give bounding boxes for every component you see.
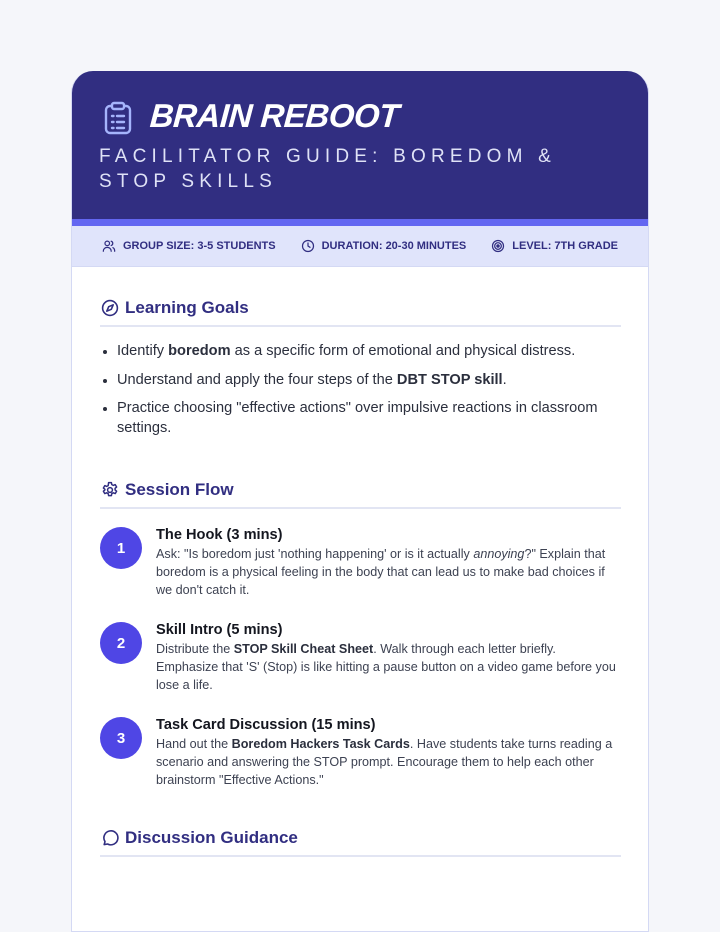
clipboard-icon (103, 101, 133, 135)
step-description (156, 545, 618, 599)
goal-text: Understand and apply the four steps of the (117, 371, 397, 388)
step-text-part: Distribute the (156, 642, 234, 656)
step-text-emphasis: annoying (473, 547, 525, 561)
step-text-part: . Have students take turns reading a scenario and answering the STOP prompt. Encourage them to help each other brainstorm "Effective Actions." (156, 737, 613, 787)
list-item (117, 398, 621, 438)
step-text-part: ?" Explain that boredom is a physical feeling in the body that can lead us to make bad choices if we don't catch it. (156, 547, 606, 597)
step-number-badge: 1 (100, 527, 142, 569)
step-text-part: Hand out the (156, 737, 232, 751)
learning-goals-title: Learning Goals (125, 298, 249, 317)
discussion-guidance-section (100, 821, 621, 857)
step-text-bold: STOP Skill Cheat Sheet (233, 642, 374, 656)
list-item (117, 370, 621, 390)
goal-text: Practice choosing "effective actions" over impulsive reactions in classroom settings. (117, 400, 598, 436)
goal-bold: DBT STOP skill (396, 371, 503, 388)
goal-text: . (502, 371, 507, 388)
step-body (156, 620, 618, 694)
guide-title: BRAIN REBOOT (148, 97, 401, 134)
step-title: The Hook (3 mins) (156, 527, 283, 543)
meta-level (491, 239, 618, 253)
goal-text: Identify (117, 343, 169, 359)
speech-bubble-icon (101, 829, 119, 847)
step-body (156, 525, 618, 599)
learning-goals-section (100, 291, 621, 447)
clock-icon (301, 239, 315, 253)
discussion-guidance-heading (100, 821, 621, 857)
goal-bold: boredom (168, 343, 231, 359)
meta-duration (301, 239, 467, 253)
step-text-part: Ask: "Is boredom just 'nothing happening' or is it actually (156, 547, 474, 561)
step-description (156, 735, 618, 789)
target-icon (491, 239, 505, 253)
step-number-badge: 3 (100, 717, 142, 759)
users-icon (102, 239, 116, 253)
list-item (117, 341, 621, 361)
discussion-guidance-title: Discussion Guidance (125, 828, 298, 847)
step-description (156, 640, 618, 694)
meta-group-size (102, 239, 276, 253)
facilitator-guide-card (71, 71, 649, 932)
learning-goals-heading (100, 291, 621, 327)
step-text-part: . Walk through each letter briefly. Emphasize that 'S' (Stop) is like hitting a pause button on a video game before you lose a life. (156, 642, 616, 692)
meta-duration-label: DURATION: 20-30 MINUTES (321, 240, 467, 252)
guide-header (72, 71, 648, 226)
session-flow-title: Session Flow (125, 480, 234, 499)
compass-icon (101, 299, 119, 317)
goal-text: as a specific form of emotional and physical distress. (230, 343, 576, 359)
step-title: Skill Intro (5 mins) (156, 622, 283, 638)
meta-level-label: LEVEL: 7TH GRADE (512, 240, 618, 252)
step-number-badge: 2 (100, 622, 142, 664)
gear-icon (101, 481, 119, 499)
meta-bar (72, 226, 648, 267)
step-body (156, 715, 618, 789)
session-flow-section (100, 473, 621, 803)
step-title: Task Card Discussion (15 mins) (156, 717, 376, 733)
step-text-bold: Boredom Hackers Task Cards (231, 737, 410, 751)
guide-subtitle: FACILITATOR GUIDE: BOREDOM & STOP SKILLS (99, 146, 557, 192)
learning-goals-list (100, 341, 621, 438)
meta-group-size-label: GROUP SIZE: 3-5 STUDENTS (123, 240, 276, 252)
session-flow-heading (100, 473, 621, 509)
